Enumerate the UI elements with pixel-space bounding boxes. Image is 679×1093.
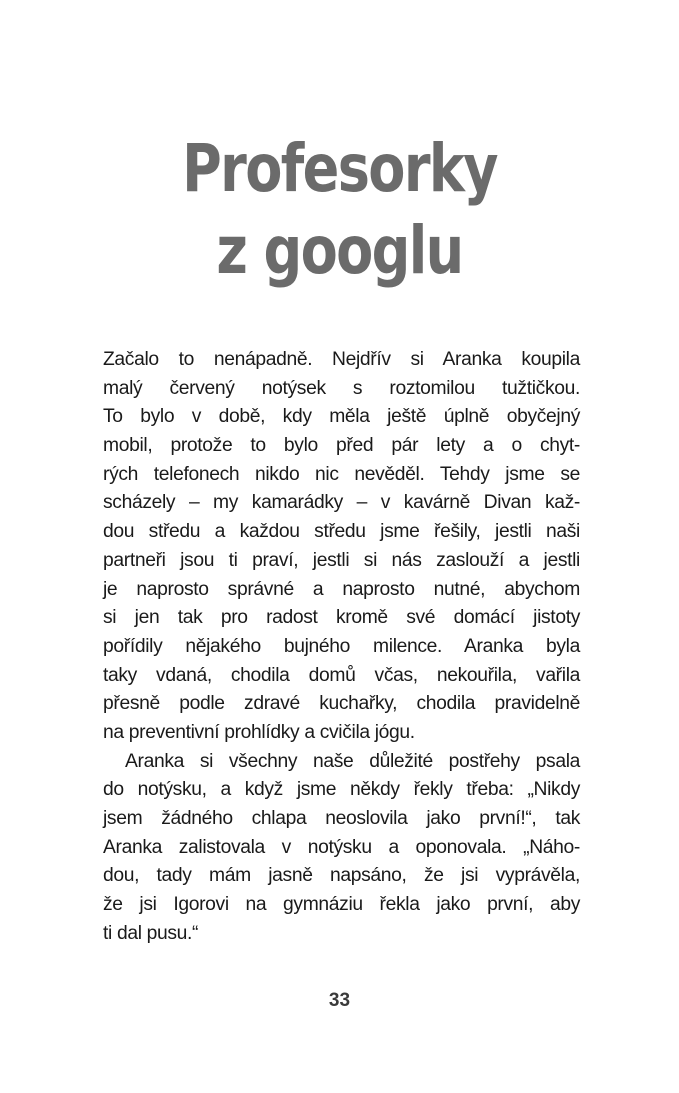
text-line: To bylo v době, kdy měla ještě úplně obyčejný (103, 406, 580, 428)
text-line: do notýsku, a když jsme někdy řekly třeba: „Nikdy (103, 779, 580, 801)
text-line: Začalo to nenápadně. Nejdřív si Aranka koupila (103, 349, 580, 370)
text-line: že jsi Igorovi na gymnáziu řekla jako první, aby (103, 894, 580, 916)
paragraph-1 (103, 346, 580, 748)
text-line: pořídily nějakého bujného milence. Aranka byla (103, 635, 580, 657)
chapter-title (61, 128, 618, 292)
text-line: přesně podle zdravé kuchařky, chodila pravidelně (103, 693, 580, 715)
text-line: na preventivní prohlídky a cvičila jógu. (103, 721, 415, 743)
paragraph-2 (103, 748, 580, 949)
text-line: mobil, protože to bylo před pár lety a o chyt- (103, 435, 580, 457)
text-line: dou, tady mám jasně napsáno, že jsi vyprávěla, (103, 865, 580, 887)
text-line: dou středu a každou středu jsme řešily, jestli naši (103, 521, 580, 543)
body-text (103, 346, 580, 948)
chapter-title-line-2: z googlu (216, 212, 463, 289)
text-line: Aranka zalistovala v notýsku a oponovala. „Náho- (103, 836, 580, 858)
text-line: rých telefonech nikdo nic nevěděl. Tehdy jsme se (103, 463, 580, 485)
text-line: ti dal pusu.“ (103, 922, 199, 944)
text-line: scházely – my kamarádky – v kavárně Divan kaž- (103, 492, 580, 514)
text-line: partneři jsou ti praví, jestli si nás zaslouží a jestli (103, 549, 580, 571)
chapter-title-line-1: Profesorky (182, 130, 497, 207)
text-line: jsem žádného chlapa neoslovila jako první!“, tak (103, 808, 580, 829)
text-line: Aranka si všechny naše důležité postřehy psala (125, 750, 580, 772)
page-number: 33 (328, 990, 351, 1011)
text-line: je naprosto správné a naprosto nutné, abychom (103, 578, 580, 600)
text-line: malý červený notýsek s roztomilou tužtičkou. (103, 377, 580, 399)
text-line: taky vdaná, chodila domů včas, nekouřila, vařila (103, 664, 580, 686)
text-line: si jen tak pro radost kromě své domácí jistoty (103, 607, 580, 629)
